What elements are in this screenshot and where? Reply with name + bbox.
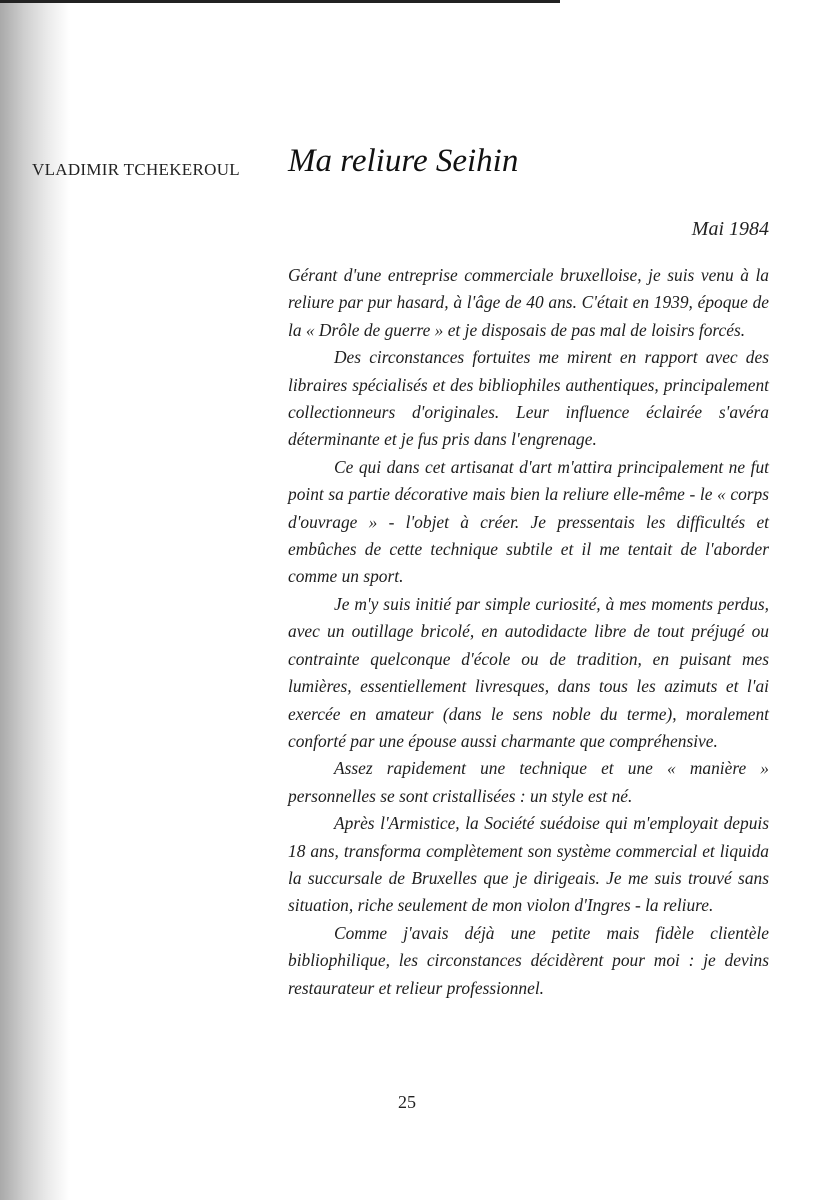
- paragraph: Ce qui dans cet artisanat d'art m'attira principalement ne fut point sa partie décorative mais bien la reliure elle-même - le « corps d'ouvrage » - l'objet à créer. Je pressentais les difficultés et embûches de cette technique subtile et il me tentait de l'aborder comme un sport.: [288, 456, 769, 587]
- paragraph: Gérant d'une entreprise commerciale bruxelloise, je suis venu à la reliure par pur hasard, à l'âge de 40 ans. C'était en 1939, époque de la « Drôle de guerre » et je disposais de pas mal de loisirs forcés.: [288, 265, 769, 340]
- paragraph: Des circonstances fortuites me mirent en rapport avec des libraires spécialisés et des bibliophiles authentiques, principalement collectionneurs d'originales. Leur influence éclairée s'avéra déterminante et je fus pris dans l'engrenage.: [288, 347, 769, 450]
- chapter-body: [288, 262, 769, 1002]
- page-gutter-shadow: [0, 0, 70, 1200]
- page-number: 25: [398, 1092, 416, 1112]
- paragraph: Comme j'avais déjà une petite mais fidèle clientèle bibliophilique, les circonstances décidèrent pour moi : je devins restaurateur et relieur professionnel.: [288, 922, 769, 998]
- chapter-title: Ma reliure Seihin: [288, 143, 519, 179]
- paragraph: Assez rapidement une technique et une « manière » personnelles se sont cristallisées : un style est né.: [288, 758, 769, 806]
- paragraph: Je m'y suis initié par simple curiosité, à mes moments perdus, avec un outillage bricolé, en autodidacte libre de tout préjugé ou contrainte quelconque d'école ou de tradition, en puisant mes lumières, essentiellement livresques, dans tous les azimuts et l'ai exercée en amateur (dans le sens noble du terme), moralement conforté par une épouse aussi charmante que compréhensive.: [288, 593, 769, 751]
- author-name: VLADIMIR TCHEKEROUL: [32, 160, 240, 179]
- paragraph: Après l'Armistice, la Société suédoise qui m'employait depuis 18 ans, transforma complètement son système commercial et liquida la succursale de Bruxelles que je dirigeais. Je me suis trouvé sans situation, riche seulement de mon violon d'Ingres - la reliure.: [288, 813, 769, 916]
- top-rule: [0, 0, 560, 3]
- chapter-date: Mai 1984: [691, 218, 769, 240]
